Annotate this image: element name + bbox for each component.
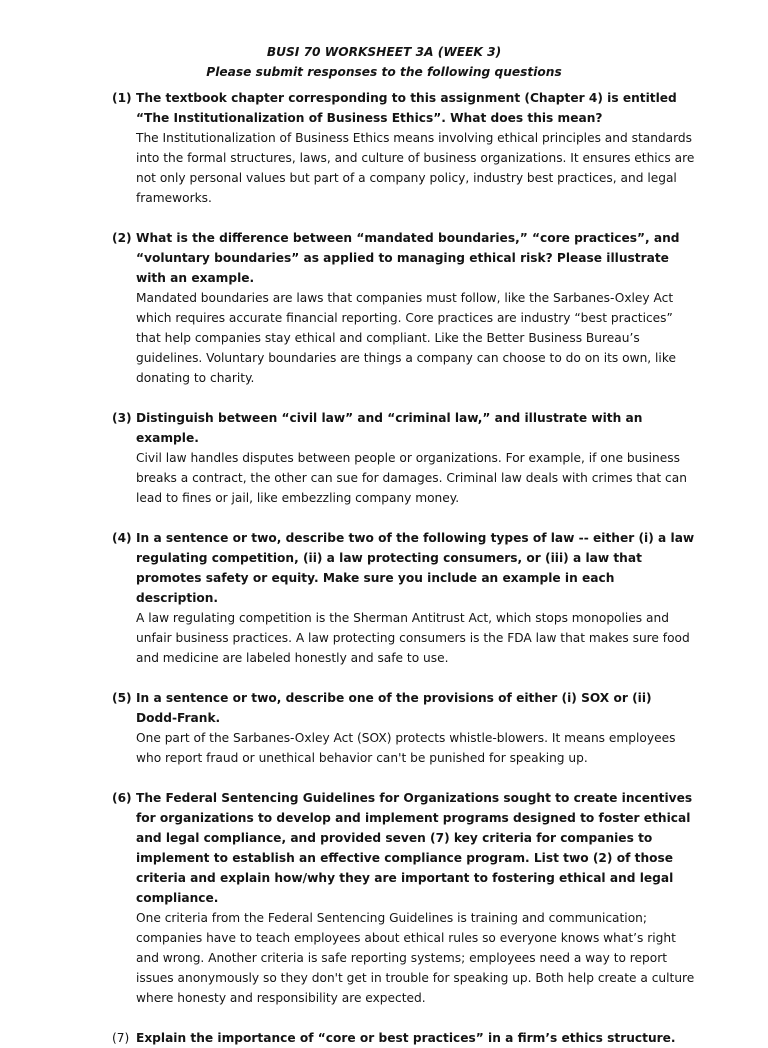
- question-text: In a sentence or two, describe two of the following types of law -- either (i) a law regulating competition, (ii) a law protecting consumers, or (iii) a law that promotes safety or equity. Make sure you include an example in each description.: [136, 531, 695, 605]
- question-item-6: [0, 788, 768, 1008]
- question-text: In a sentence or two, describe one of the provisions of either (i) SOX or (ii) Dodd-Frank.: [136, 691, 652, 725]
- question-text: Explain the importance of “core or best practices” in a firm’s ethics structure.: [136, 1031, 676, 1045]
- question-item-5: [0, 688, 768, 768]
- question-item-1: [0, 88, 768, 208]
- question-item-7: [0, 1028, 768, 1048]
- answer-text: A law regulating competition is the Sherman Antitrust Act, which stops monopolies and unfair business practices. A law protecting consumers is the FDA law that makes sure food and medicine are labeled honestly and safe to use.: [136, 611, 690, 665]
- question-number: (2): [112, 231, 132, 245]
- question-item-2: [0, 228, 768, 388]
- worksheet-title: BUSI 70 WORKSHEET 3A (WEEK 3): [266, 45, 502, 59]
- question-number: (7): [112, 1031, 130, 1045]
- question-list: [0, 88, 768, 1048]
- question-number: (4): [112, 531, 132, 545]
- answer-text: One criteria from the Federal Sentencing Guidelines is training and communication; companies have to teach employees about ethical rules so everyone knows what’s right and wrong. Another criteria is safe reporting systems; employees need a way to report issues anonymously so they don't get in trouble for speaking up. Both help create a culture where honesty and responsibility are expected.: [136, 911, 695, 1005]
- question-number: (1): [112, 91, 132, 105]
- question-number: (5): [112, 691, 132, 705]
- question-item-4: [0, 528, 768, 668]
- question-text: Distinguish between “civil law” and “criminal law,” and illustrate with an example.: [136, 411, 643, 445]
- worksheet-subtitle: Please submit responses to the following questions: [206, 65, 562, 79]
- answer-text: The Institutionalization of Business Ethics means involving ethical principles and standards into the formal structures, laws, and culture of business organizations. It ensures ethics are not only personal values but part of a company policy, industry best practices, and legal frameworks.: [136, 131, 695, 205]
- answer-text: Civil law handles disputes between people or organizations. For example, if one business breaks a contract, the other can sue for damages. Criminal law deals with crimes that can lead to fines or jail, like embezzling company money.: [136, 451, 687, 505]
- worksheet-header: [0, 42, 768, 82]
- answer-text: One part of the Sarbanes-Oxley Act (SOX) protects whistle-blowers. It means employees who report fraud or unethical behavior can't be punished for speaking up.: [136, 731, 676, 765]
- question-number: (3): [112, 411, 132, 425]
- question-text: The Federal Sentencing Guidelines for Organizations sought to create incentives for organizations to develop and implement programs designed to foster ethical and legal compliance, and provided seven (7) key criteria for companies to implement to establish an effective compliance program. List two (2) of those criteria and explain how/why they are important to fostering ethical and legal compliance.: [136, 791, 693, 905]
- question-text: The textbook chapter corresponding to this assignment (Chapter 4) is entitled “The Institutionalization of Business Ethics”. What does this mean?: [136, 91, 677, 125]
- question-text: What is the difference between “mandated boundaries,” “core practices”, and “voluntary boundaries” as applied to managing ethical risk? Please illustrate with an example.: [136, 231, 680, 285]
- question-item-3: [0, 408, 768, 508]
- answer-text: Mandated boundaries are laws that companies must follow, like the Sarbanes-Oxley Act which requires accurate financial reporting. Core practices are industry “best practices” that help companies stay ethical and compliant. Like the Better Business Bureau’s guidelines. Voluntary boundaries are things a company can choose to do on its own, like donating to charity.: [136, 291, 676, 385]
- question-number: (6): [112, 791, 132, 805]
